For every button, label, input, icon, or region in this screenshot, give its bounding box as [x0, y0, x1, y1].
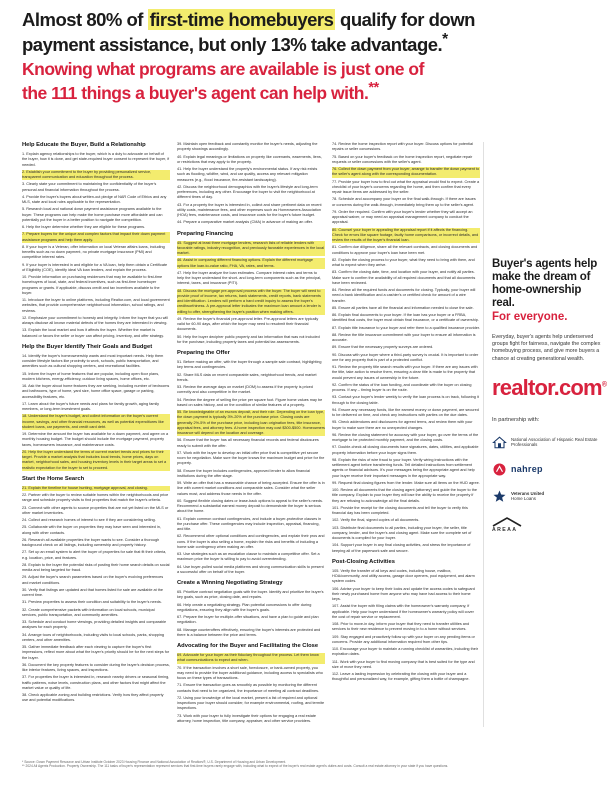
- nahrep-mark-icon: [492, 462, 507, 477]
- service-item: 31. Preview properties to assess their condition and suitability to the buyer's needs.: [22, 600, 162, 605]
- service-item: 106. Advise your buyer to keep their locks and update the access codes to safeguard their newly purchased home from anyone who may have had access to their home keys.: [332, 586, 475, 601]
- service-item-highlighted: 55. Be knowledgeable of an escrow deposit, and their role. Depending on the loan type, the down payment is typically 3%-20% of the purchase price. Closing costs are generally 2%-5% of the purchase price, including loan origination fees, title insurance, appraisal fees, and attorney fees. A home inspection may cost $300-$500. Homeowners insurance will depend on the location and coverage.: [177, 410, 325, 435]
- service-item: 49. Review the buyer's financial pre-approval letter. Pre-approval letters are typically valid for 60-90 days, after which the buyer may need to resubmit their financial documents.: [177, 316, 319, 332]
- service-item: 95. Check addendums and disclosures for agreed terms, and review them with your buyer to make sure there are no unexpected changes.: [332, 420, 473, 430]
- section-heading: Preparing Financing: [177, 230, 234, 237]
- service-item: 19. Determine the amount the buyer has available for a down payment, and agree on a monthly housing budget. The budget should include the mortgage payment, property taxes, homeowners insurance, and maintenance costs.: [22, 432, 169, 447]
- service-item: 12. Emphasize your commitment to honesty and integrity. Inform the buyer that you will always disclose all known material defects of the homes they are interested in viewing.: [22, 315, 168, 325]
- service-item: 94. Ensure any necessary funds, like the earnest money or down payment, are secured to be delivered on time, and check any instructions with parties on the due dates.: [332, 407, 479, 417]
- service-item: 84. Review all the required funds and documents for closing. Typically, your buyer will need a bank identification and a cashier's or certified check for amount of a wire transfer.: [332, 288, 476, 303]
- service-item: 82. Explain the closing process to your buyer, what they need to bring with them, and what to expect when they arrive.: [332, 257, 475, 267]
- service-item-highlighted: 7. Prepare buyers for the unique and complex factors that impact their down payment assistance programs and help them apply.: [22, 232, 170, 243]
- service-item: 56. Ensure that the buyer has all necessary financial records and federal disclosures ready to submit with the offer.: [177, 438, 319, 448]
- service-item: 96. Review the closing statement for accuracy with your buyer, go over the terms of the mortgage to be protected monthly payment, and the closing costs.: [332, 432, 479, 442]
- service-item: 28. Explain to the buyer the potential risks of posting their home search details on social media and being targeted for fraud.: [22, 562, 170, 572]
- subheadline: [22, 60, 592, 103]
- service-item: 63. Use strategies such as an escalation clause to maintain a competitive offer. Set a maximum price the buyer is willing to pay to avoid overextending.: [177, 552, 320, 562]
- service-item: 37. For properties the buyer is interested in, research nearby drivers or seasonal timing, traffic patterns, noise levels, construction plans, and other factors that might affect the market value or quality of life.: [22, 675, 170, 690]
- service-item: 101. Provide the receipt for the closing documents and tell the buyer to verify this financial day has been completed.: [332, 505, 468, 515]
- service-item: 93. Contact your buyer's lender weekly to verify the loan process is on track, following it through to the closing table.: [332, 395, 479, 405]
- service-item: 74. Review the home inspection report with your buyer. Discuss options for potential repairs or seller concessions.: [332, 142, 473, 152]
- service-item: 42. Discuss the neighborhood demographics with the buyer's lifestyle and long-term preferences, including any other. Encourage the buyer to visit the neighborhood at different times of day.: [177, 184, 318, 200]
- service-item: 77. Provide your buyer how to find out what the appraisal would find to expect. Create a checklist of your buyer's concerns regarding the home, and then confirm that every repair issue items are addressed by the seller.: [332, 179, 480, 194]
- sidebar-emphasis: For everyone.: [492, 311, 568, 323]
- services-column-3: [332, 142, 480, 685]
- service-item: 51. Before making an offer, with the buyer through a sample sale contract, highlighting key terms and contingencies.: [177, 360, 322, 370]
- service-item: 73. Work with your buyer to fully investigate their options for engaging a real estate attorney, home inspection, title company, appraiser, and other service providers.: [177, 713, 317, 723]
- service-item: 110. Encourage your buyer to maintain a running checklist of warranties, including their expiration dates.: [332, 647, 478, 657]
- column-divider: [483, 142, 484, 727]
- service-item: 68. Manage counteroffers effectively, ensuring the buyer's interests are protected and there is a balance between the price and terms.: [177, 627, 321, 637]
- section-heading: Create a Winning Negotiating Strategy: [177, 580, 283, 586]
- service-item: 91. Review the property title search results with your buyer. If there are any issues with the title, take action to resolve them, ensuring a clear title is made to the property that would prevent any issues of ownership in the future.: [332, 365, 478, 380]
- service-item: 52. Share MLS data on recent comparable sales, neighborhood trends, and market trends.: [177, 372, 317, 382]
- service-item: 15. Inform the buyer of home features that are popular, including open floor plans, modern kitchens, energy-efficiency, outdoor living spaces, home offices, etc.: [22, 371, 160, 381]
- service-item: 36. Document the key property features to consider during the buyer's decision process, like interior features, living spaces, and inspections.: [22, 662, 170, 672]
- service-item: 11. Introduce the buyer to online platforms, including Realtor.com, and local government websites, that provide comprehensive neighborhood information, school ratings, and reviews.: [22, 298, 170, 313]
- headline: [22, 10, 592, 103]
- service-item: 3. Clearly state your commitment to maintaining the confidentiality of the buyer's personal and financial information throughout the process.: [22, 182, 157, 192]
- service-item: 53. Review the average days on market (DOM) to assess if the property is priced correctly and also competitive in the market.: [177, 385, 313, 395]
- service-item: 22. Partner with the buyer to review suitable homes within the neighborhoods and price range and schedule property visits to find properties that match the buyer's criteria.: [22, 493, 169, 503]
- service-item: 105. Verify the transfer of all keys and codes, including house, mailbox, HOA/community, and utility access, garage door openers, pool equipment, and alarm system codes.: [332, 568, 475, 584]
- service-item: 107. Assist the buyer with filing claims with the homeowner's warranty company, if applicable. Help your buyer understand if the homeowner's warranty policy will cover the cost of repair service or replacement.: [332, 604, 474, 619]
- service-item: 9. If your buyer is interested in and eligible for a VA loan, help them obtain a Certificate of Eligibility (COE), identify ideal VA loan lenders, and explain the process.: [22, 262, 168, 272]
- service-item: 70. If the transaction involves a short sale, foreclosure, or bank-owned property, you may need to provide the buyer additional guidance, including access to specialists who focus on these types of transactions.: [177, 665, 323, 680]
- service-item: 104. Support your buyer in any final closing activities, and stress the importance of keeping all of the paperwork safe and secure.: [332, 543, 471, 553]
- service-item-highlighted: 45. Suggest at least three mortgage lenders, research lists of reliable lenders with favorable ratings, industry recognition, and previously favorable experiences in the local market.: [177, 240, 325, 255]
- service-item: 87. Explain title insurance to your buyer and refer them to a qualified insurance provider.: [332, 325, 480, 330]
- service-item: 23. Connect with other agents to source properties that are not yet listed on the MLS or other market inventories.: [22, 505, 169, 515]
- service-item: 26. Research all available properties the buyer wants to see. Consider a thorough background check on all listings, including ownership and property history.: [22, 537, 160, 547]
- service-item-highlighted: 80. Counsel your buyer in appealing the appraisal report if it affects the financing. Check for errors like square footage, faulty home comparisons, or incorrect details, and review the results of the buyer's financial loan.: [332, 227, 479, 242]
- service-item: 92. Confirm the status of the loan funding, and coordinate with the buyer on closing process. If any – timing buyer is on the route.: [332, 382, 472, 392]
- service-item: 72. Using your knowledge of the local market, present a list of required and optional inspections your buyer should consider, for example environmental, roofing, and termite inspections.: [177, 695, 325, 711]
- headline-line-2: payment assistance, but only 13% take advantage.*: [22, 31, 448, 56]
- service-item: 90. Discuss with your buyer where a third-party survey is crucial. It is important to order one for any property that is part of a protected conflict.: [332, 352, 479, 362]
- service-item: 24. Collect and research homes of interest to see if they are considering selling.: [22, 518, 156, 522]
- service-item: 99. Request final closing figures from the lender. Make sure all items on the HUD agree.: [332, 480, 480, 485]
- section-heading: Post-Closing Activities: [332, 558, 395, 565]
- service-item: 60. Suggest flexible closing dates or lease-back options to appeal to the seller's needs. Recommend a substantial earnest money deposit to demonstrate the buyer is serious about the home.: [177, 498, 323, 514]
- partner-logo-veterans-united: Veterans United Home Loans: [492, 489, 602, 504]
- service-item-highlighted: 18. Understand the buyer's budget, and collect information on the buyer's current income, savings, and other financial resources, as well as potential expenditures like student loans, car payments, and credit card debt.: [22, 414, 170, 430]
- service-item: 44. Prepare a comparative market analysis (CMA) in advance of making an offer.: [177, 220, 313, 225]
- sidebar-paragraph: Everyday, buyer's agents help underserved groups fight for fairness, navigate the complex homebuying process, and give more buyers a chance at creating generational wealth.: [492, 334, 601, 362]
- service-item-highlighted: 2. Establish your commitment to the buyer by providing personalized service, transparent communication and education throughout the process.: [22, 170, 170, 181]
- service-item: 25. Collaborate with the buyer on properties they may have seen and interested in, along with other contacts.: [22, 525, 161, 535]
- service-item: 64. Use buyer-pulled social media platforms and strong communication skills to present a successful offer on behalf of the buyer.: [177, 564, 324, 574]
- service-item: 38. Check applicable zoning and building restrictions. Verify how they affect property use and potential modifications.: [22, 693, 164, 703]
- service-item: 30. Verify that listings are updated and that homes listed for sale are available at the current time.: [22, 587, 163, 597]
- service-item: 86. Explain final documents to your buyer. If the loan has your buyer or a FRBA, identified final costs, the buyer must obtain final insurance, or a certificate of ownership.: [332, 313, 479, 323]
- service-item-highlighted: 69. Advocate for your buyer as their fiduciary throughout the process. Let them know what communications to expect and when.: [177, 653, 325, 664]
- sidebar-heading: Buyer's agents help make the dream of home-ownership real.: [492, 258, 598, 309]
- service-item-highlighted: 21. Explain the timeline for house hunting, mortgage approval, and closing.: [22, 486, 170, 491]
- service-item: 89. Ensure that the necessary property surveys are ordered.: [332, 345, 434, 350]
- service-item: 85. Ensure all parties have all the financial and information needed to close the sale.: [332, 305, 474, 310]
- footnote-1: * Source: Down Payment Resource and Urban Institute October 2023 Housing Finance and National Association of Realtors®, U.S. Department of Housing and Urban Development.: [22, 760, 287, 764]
- section-heading: Start the Home Search: [22, 475, 85, 482]
- service-item: 71. Ensure the transaction goes as smoothly as possible by monitoring the different contacts that need to be organized, the importance of meeting all contract deadlines.: [177, 683, 320, 693]
- realtor-logo[interactable]: realtor.com®: [492, 374, 607, 400]
- services-column-2: [177, 142, 325, 726]
- service-item: 29. Adjust the buyer's search parameters based on the buyer's evolving preferences and market conditions.: [22, 575, 164, 585]
- service-item: 1. Explain agency relationships to the buyer, which is a duty to advocate on behalf of the buyer, how it is done, and get state-required buyer consent to represent the buyer, if needed.: [22, 152, 170, 167]
- service-item: 67. Prepare the buyer for multiple-offer situations, and have a plan to guide and plan negotiation.: [177, 615, 319, 625]
- service-item: 103. Distribute final documents to all parties, including your buyer, the seller, title company, lender, and the buyer's and closing agent. Make sure the complete set of documents is compiled for your buyer.: [332, 525, 472, 540]
- service-item: 43. For a property the buyer is interested in, collect and share pertinent data on recent utility costs, maintenance fees, and other expenses such as Homeowners Association (HOA) fees, maintenance costs, and insurance costs for the buyer's future budget.: [177, 202, 322, 217]
- service-item: 83. Confirm the closing date, time, and location with your buyer, and notify all parties. Make sure to confirm the availability of all required documents and that all documents have been reviewed.: [332, 270, 476, 285]
- house-icon: [492, 435, 507, 450]
- service-item: 66. Help create a negotiating strategy. Plan potential concessions to offer during negotiations, ensuring they align with the buyer's goals.: [177, 602, 312, 612]
- footnotes: [22, 760, 590, 769]
- service-item: 54. Review the degree of selling the price per square foot. Figure home values may be based on sales history, and on the condition of similar features of a property.: [177, 397, 323, 407]
- service-item: 14. Identify the buyer's homeownership wants and most important needs. Help them consider lifestyle factors like proximity to work, schools, public transportation, and amenities such as cultural shopping centers, and recreational facilities.: [22, 353, 164, 369]
- service-item: 16. Ask the buyer about home features they are seeking, including number of bedrooms and bathrooms, type of home, yard size, home office space, garage or parking, accessibility features, etc.: [22, 384, 170, 399]
- areaa-roof-icon: [492, 516, 522, 527]
- service-item: 35. Gather immediate feedback after each viewing to capture the buyer's first impressions, reflect more about what the buyer's priority should be for the next steps for the buyer.: [22, 645, 170, 660]
- service-item: 88. Review the title insurance commitment with your buyer to ensure all information is accurate.: [332, 332, 476, 342]
- section-heading: Advocating for the Buyer and Facilitating the Close: [177, 643, 319, 649]
- services-column-1: [22, 142, 170, 706]
- section-heading: Help the Buyer Identify Their Goals and Budget: [22, 343, 153, 350]
- service-item: 79. Order the required. Confirm with your buyer's lender whether they will accept an appraisal waiver, or may need an appraisal management company to conduct the appraisal.: [332, 209, 473, 225]
- service-item-highlighted: 76. Collect the down payment from your buyer, arrange to transfer the down payment to the seller's agent along with the corresponding documentation.: [332, 167, 480, 177]
- service-item: 65. Prioritize contract negotiation goals with the buyer. Identify and prioritize the buyer's key goals, such as price, closing date, and repairs.: [177, 590, 324, 600]
- service-item: 62. Recommend other optional conditions and contingencies, and explain their pros and cons. If the buyer is also selling a home, explain the risks and benefits of including a home sale contingency when making an offer.: [177, 534, 325, 549]
- subheadline-line-2: the 111 things a buyer's agent can help with.**: [22, 80, 379, 103]
- service-item: 27. Set up an email system to alert the buyer of properties for sale that fit their criteria, e.g. location, price, and features.: [22, 550, 167, 560]
- service-item: 5. Research local and national down payment assistance programs available to the buyer. These programs can help make the home purchase more affordable and can potentially put the buyer in a better position to navigate the competition.: [22, 207, 163, 222]
- service-item: 109. Stay engaged and proactively follow up with your buyer on any pending items or concerns. Provide any additional information required from other tips.: [332, 634, 475, 644]
- service-item: 57. Work with the buyer to develop an initial offer price that is competitive yet secure room for negotiation. Make sure the buyer knows the maximum budget and price for the property.: [177, 450, 325, 466]
- headline-footnote-mark: *: [442, 31, 448, 48]
- service-item: 58. Ensure the buyer includes contingencies, approved lender to allow financial institutions during the offer stage.: [177, 468, 310, 478]
- service-item: 98. Explain the risks of wire fraud to your buyer. Verify wiring instructions with the settlement agent before transferring funds. Tell detailed instructions from settlement agents or financial advisors. It's your messages being the appropriate agent and help your buyer receive their important messages in the appropriate way.: [332, 457, 475, 478]
- partner-logo-nahrep: nahrep: [492, 462, 602, 477]
- service-item: 108. Prior to move-in day, inform your buyer that they need to transfer utilities and services to their new residence to prevent moving in to a home without services.: [332, 622, 470, 632]
- service-item: 4. Provide the buyer's buyers about written-out pledge of NAR Code of Ethics and any MLS, state and local rules applicable to the representation.: [22, 194, 167, 204]
- service-item: 8. If your buyer is a Veteran, offer information on local Veteran affairs loans, including benefits such as no down payment, no private mortgage insurance (PMI) and competitive interest rates.: [22, 244, 165, 260]
- service-item: 81. Confirm due diligence, share all the relevant contracts, and closing documents and conditions to approve your buyer's loan have been met.: [332, 245, 478, 255]
- footnote-2: ** 2024 All Agents Production. Property Ownership. The 111 tasks of buyer's representation represent services that first-time buyers rarely engage with, including what to expect of the buyer's real estate agent's duties and costs. Consult a real estate attorney in your state if you have questions.: [22, 764, 449, 769]
- service-item: 112. Leave a lasting impression by celebrating the closing with your buyer and a thoughtful and personalized way, for example, gifting them a bottle of champagne.: [332, 672, 470, 682]
- service-item: 59. Write an offer that has a reasonable chance of being accepted. Ensure the offer is in line with current market conditions and comparable sales. Consider what the seller values most, and address those needs in the offer.: [177, 481, 325, 496]
- service-item: 111. Work with your buyer to find moving company that is best suited for the type and size of move they need.: [332, 659, 475, 669]
- service-item: 41. Help the buyer understand the property's environmental status. If any risk exists such as flooding, wildfire, wind, and car quality, access any relevant mitigation measures (e.g., flood insurance, fire-resistant landscaping).: [177, 167, 318, 182]
- service-item: 32. Create comprehensive packets with information on local schools, municipal services, public transportation, and community amenities.: [22, 607, 155, 617]
- partners-heading: In partnership with:: [492, 416, 540, 423]
- sidebar: [492, 258, 607, 533]
- service-item: 102. Verify the final, signed copies of all documents.: [332, 518, 420, 523]
- service-item: 17. Learn about the buyer's future needs and plans for family growth, aging family members, or long-term investment goals.: [22, 401, 160, 411]
- service-item: 33. Schedule and conduct home viewings, providing detailed insights and comparable analyses for each property.: [22, 620, 167, 630]
- section-heading: Help Educate the Buyer, Build a Relationship: [22, 142, 146, 148]
- service-item: 100. Review all documents that the closing agent (attorney) and guide the buyer to the title company. Explain to your buyer they will lose the ability to receive the property if they are refusing to acknowledge all the final details.: [332, 488, 478, 503]
- service-item: 10. Provide information on purchasing residences that may be available to first-time homebuyers of local, state, and federal incentives, such as first-time homebuyer programs or grants. If applicable, discuss credit and tax incentives available to the buyer.: [22, 275, 163, 295]
- service-item: 47. Help the buyer analyze the loan estimates. Compare interest rates and terms to help the buyer understand the short- and long-term components such as the principal, interest, taxes, and insurance (PITI).: [177, 270, 322, 286]
- service-item: 75. Based on your buyer's feedback on the home inspection report, negotiate repair requests or seller concessions with the seller's agent.: [332, 154, 473, 164]
- service-item: 13. Explain the local market and how it affects the buyer. Whether the market is balanced or favors the seller or buyer can affect pricing, inventory, and offer strategy.: [22, 328, 164, 338]
- star-icon: [492, 489, 507, 504]
- partner-logo-areaa: AREAA: [492, 516, 602, 533]
- service-item: 78. Schedule and accompany your buyer on the final walk-through. If there are issues or concerns during the walk-through, immediately bring them up to the seller's agent.: [332, 197, 476, 207]
- service-item: 6. Help the buyer determine whether they are eligible for these programs.: [22, 225, 146, 229]
- partner-logo-hispanic: National Association of Hispanic Real Estate Professionals: [492, 435, 602, 450]
- service-item-highlighted: 20. Help the buyer understand the terms of current market trends and prices for their target. Provide a market analysis that includes local trends, home prices, days on market, neighborhood sales, and housing inventory levels in their target areas to set a realistic expectation for the buyer to set to proceed.: [22, 450, 170, 471]
- service-item: 39. Maintain open feedback and constantly monitor the buyer's needs, adjusting the property showings accordingly.: [177, 142, 318, 152]
- subheadline-line-1: Knowing what programs are available is just one of: [22, 59, 424, 80]
- headline-highlight: first-time homebuyers: [149, 9, 334, 30]
- service-item-highlighted: 46. Assist in comparing different financing options. Explain the different mortgage options like loan-to-value ratio, FHA, VA, rates, and terms.: [177, 258, 325, 269]
- service-item: 40. Explain legal meanings or limitations on property like covenants, easements, liens, or restrictions that may apply to the property.: [177, 154, 322, 164]
- service-item: 50. Help the buyer decipher public property and tax information that was not included for the purchase, including property taxes and potential tax assessments.: [177, 334, 320, 344]
- service-item-highlighted: 48. Discuss the mortgage pre-approval process with the buyer. The buyer will need to provide proof of income, tax returns, bank statements, credit reports, bank statements and identification. Lenders will perform a hard credit inquiry to assess the buyer's creditworthiness. A pre-approval letter indicates the maximum loan amount a lender is willing to offer, strengthening the buyer's position when making offers.: [177, 289, 325, 315]
- section-heading: Preparing the Offer: [177, 350, 230, 356]
- headline-line-1: Almost 80% of first-time homebuyers qualify for down: [22, 9, 475, 30]
- service-item: 61. Explain common contract contingencies, and include a buyer-protective clauses in the purchase offer. These contingencies may include inspection, appraisal, financing, and title.: [177, 516, 322, 531]
- service-item: 34. Arrange tours of neighborhoods, including visits to local schools, parks, shopping centers, and other amenities.: [22, 632, 165, 642]
- service-item: 97. Double-check all closing documents have signatures, dates, utilities, and applicable property information before your buyer signs them.: [332, 445, 479, 455]
